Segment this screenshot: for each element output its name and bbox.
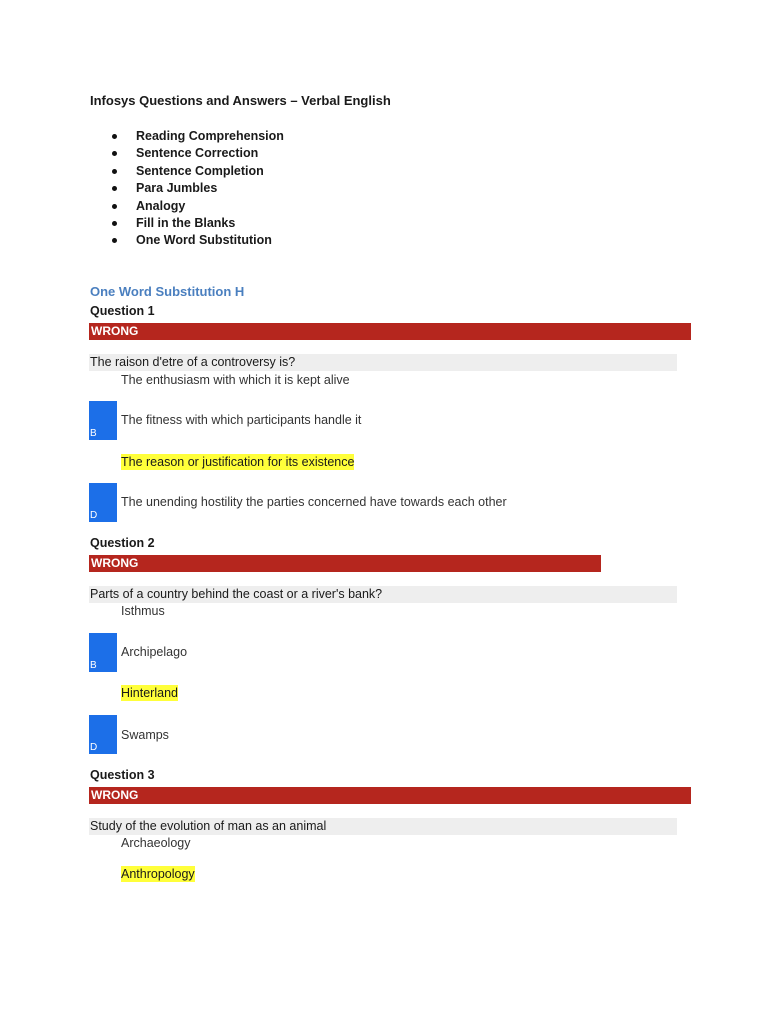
question-2-option-d[interactable]: Swamps [121, 728, 169, 742]
topic-item [112, 215, 284, 232]
topic-item [112, 128, 284, 145]
question-1-label: Question 1 [90, 304, 155, 318]
bullet-icon [112, 221, 117, 226]
section-title: One Word Substitution H [90, 284, 245, 299]
marker-letter: D [90, 742, 98, 753]
question-1-marker-b [89, 401, 117, 440]
question-2-marker-d [89, 715, 117, 754]
question-2-option-a[interactable]: Isthmus [121, 604, 165, 618]
marker-letter: B [90, 428, 97, 439]
topic-label: Sentence Correction [136, 146, 259, 161]
topic-label: Para Jumbles [136, 181, 218, 196]
topic-label: Fill in the Blanks [136, 215, 236, 230]
question-1-option-a[interactable]: The enthusiasm with which it is kept alive [121, 373, 350, 387]
question-2-text: Parts of a country behind the coast or a river's bank? [89, 586, 677, 603]
question-1-option-c-correct[interactable]: The reason or justification for its existence [121, 455, 355, 469]
topic-item [112, 232, 284, 249]
topic-label: Reading Comprehension [136, 129, 284, 143]
question-1-option-b[interactable]: The fitness with which participants handle it [121, 413, 362, 427]
question-3-label: Question 3 [90, 768, 155, 782]
question-2-marker-b [89, 633, 117, 672]
bullet-icon [112, 151, 117, 156]
question-1-text: The raison d'etre of a controversy is? [89, 354, 677, 371]
topic-item [112, 145, 284, 162]
question-2-status-bar: WRONG [89, 555, 601, 572]
topic-label: One Word Substitution [136, 233, 272, 248]
question-1-option-d[interactable]: The unending hostility the parties concerned have towards each other [121, 495, 507, 509]
topic-item [112, 198, 284, 215]
question-3-option-b-correct[interactable]: Anthropology [121, 867, 195, 881]
topic-label: Sentence Completion [136, 163, 264, 178]
topic-item [112, 180, 284, 197]
document-title: Infosys Questions and Answers – Verbal English [90, 93, 391, 108]
question-2-option-c-correct[interactable]: Hinterland [121, 686, 178, 700]
question-3-text: Study of the evolution of man as an animal [89, 818, 677, 835]
bullet-icon [112, 204, 117, 209]
question-1-marker-d [89, 483, 117, 522]
bullet-icon [112, 238, 117, 243]
question-1-status-bar: WRONG [89, 323, 691, 340]
question-3-option-a[interactable]: Archaeology [121, 836, 191, 850]
question-2-label: Question 2 [90, 536, 155, 550]
topic-label: Analogy [136, 198, 186, 213]
topic-item [112, 163, 284, 180]
topic-list [112, 128, 284, 250]
bullet-icon [112, 186, 117, 191]
question-3-status-bar: WRONG [89, 787, 691, 804]
bullet-icon [112, 169, 117, 174]
marker-letter: B [90, 660, 97, 671]
marker-letter: D [90, 510, 98, 521]
question-2-option-b[interactable]: Archipelago [121, 645, 188, 659]
bullet-icon [112, 134, 117, 139]
